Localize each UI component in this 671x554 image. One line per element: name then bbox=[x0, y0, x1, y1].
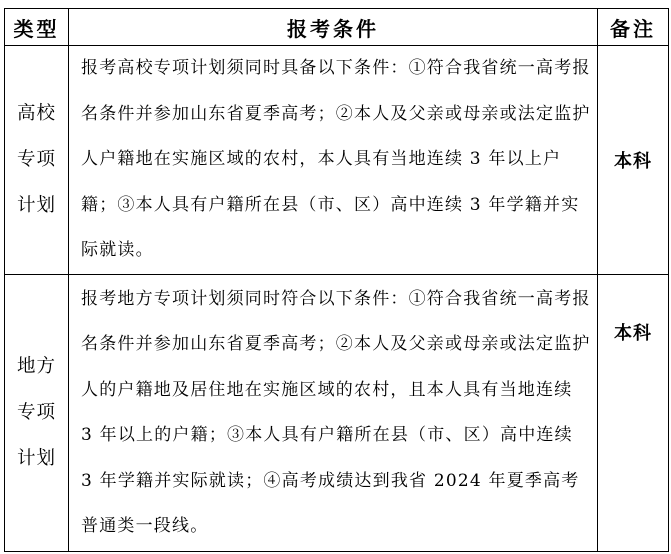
type-label: 高校专项计划 bbox=[16, 103, 56, 217]
note-text: 本科 bbox=[614, 151, 652, 173]
header-notes: 备注 bbox=[598, 9, 669, 46]
conditions-text: 报考高校专项计划须同时具备以下条件：①符合我省统一高考报名条件并参加山东省夏季高考；②本人及父亲或母亲或法定监护人户籍地在实施区域的农村，本人具有当地连续 3 年以上户籍；③本人具有户籍所在县（市、区）高中连续 3 年学籍并实际就读。 bbox=[81, 58, 591, 261]
type-cell bbox=[5, 275, 69, 552]
conditions-cell bbox=[69, 46, 598, 275]
type-label: 地方专项计划 bbox=[16, 356, 56, 470]
header-conditions: 报考条件 bbox=[69, 9, 598, 46]
table-header-row bbox=[5, 9, 669, 46]
note-cell bbox=[598, 275, 669, 552]
table-row bbox=[5, 275, 669, 552]
note-cell bbox=[598, 46, 669, 275]
conditions-text: 报考地方专项计划须同时符合以下条件：①符合我省统一高考报名条件并参加山东省夏季高考；②本人及父亲或母亲或法定监护人的户籍地及居住地在实施区域的农村，且本人具有当地连续 3 年以上的户籍；③本人具有户籍所在县（市、区）高中连续 3 年学籍并实际就读；④高考成绩达到我省 2024 年夏季高考普通类一段线。 bbox=[81, 288, 591, 537]
type-cell bbox=[5, 46, 69, 275]
note-text: 本科 bbox=[614, 323, 652, 345]
conditions-cell bbox=[69, 275, 598, 552]
conditions-table bbox=[4, 8, 669, 552]
header-type: 类型 bbox=[5, 9, 69, 46]
table-row bbox=[5, 46, 669, 275]
